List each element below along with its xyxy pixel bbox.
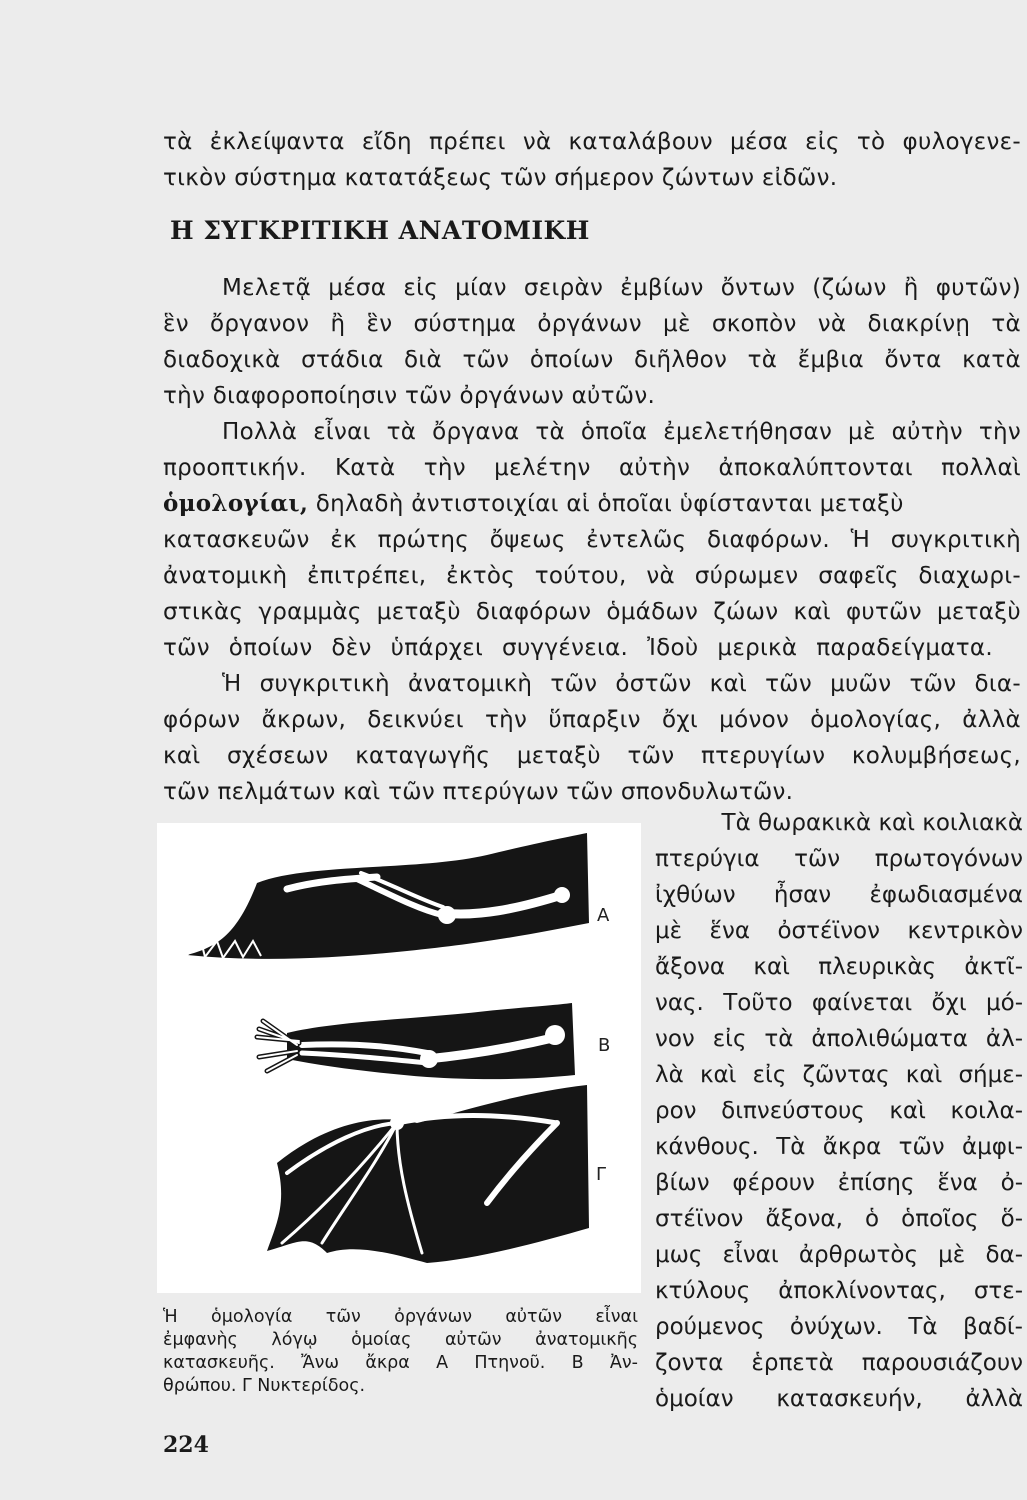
- human-arm-drawing: [257, 1003, 575, 1079]
- right-col-line-9: ρον διπνεύστους καὶ κοιλα-: [655, 1098, 1023, 1124]
- caption-line-1: Ἡ ὁμολογία τῶν ὀργάνων αὐτῶν εἶναι: [163, 1307, 638, 1327]
- limb-homology-figure: [157, 823, 641, 1293]
- para3-line-4: τῶν πελμάτων καὶ τῶν πτερύγων τῶν σπονδυλωτῶν.: [163, 779, 794, 805]
- para2-line-3: [163, 486, 1021, 522]
- figure-label-b: B: [598, 1035, 611, 1056]
- right-col-line-13: μως εἶναι ἀρθρωτὸς μὲ δα-: [655, 1242, 1023, 1268]
- right-col-line-2: πτερύγια τῶν πρωτογόνων: [655, 846, 1023, 872]
- bat-wing-drawing: [267, 1085, 589, 1263]
- right-col-line-8: λὰ καὶ εἰς ζῶντας καὶ σήμε-: [655, 1062, 1023, 1088]
- right-col-line-16: ζοντα ἑρπετὰ παρουσιάζουν: [655, 1350, 1023, 1376]
- intro-line-1: τὰ ἐκλείψαντα εἴδη πρέπει νὰ καταλάβουν μέσα εἰς τὸ φυλογενε-: [163, 129, 1021, 155]
- right-col-line-4: μὲ ἕνα ὀστέϊνον κεντρικὸν: [655, 918, 1023, 944]
- bird-wing-drawing: [187, 833, 589, 959]
- para2-line-7: τῶν ὁποίων δὲν ὑπάρχει συγγένεια. Ἰδοὺ μερικὰ παραδείγματα.: [163, 635, 993, 661]
- para1-line-2: ἓν ὄργανον ἢ ἓν σύστημα ὀργάνων μὲ σκοπὸν νὰ διακρίνῃ τὰ: [163, 311, 1021, 337]
- figure-label-a: A: [597, 905, 610, 926]
- page-number: 224: [163, 1432, 209, 1458]
- para2-line-5: ἀνατομικὴ ἐπιτρέπει, ἐκτὸς τούτου, νὰ σύρωμεν σαφεῖς διαχωρι-: [163, 563, 1021, 589]
- para2-line-2: προοπτικήν. Κατὰ τὴν μελέτην αὐτὴν ἀποκαλύπτονται πολλαὶ: [163, 455, 1021, 481]
- para2-line-6: στικὰς γραμμὰς μεταξὺ διαφόρων ὁμάδων ζώων καὶ φυτῶν μεταξὺ: [163, 599, 1021, 625]
- homology-term: ὁμολογίαι,: [163, 490, 309, 517]
- caption-line-4: θρώπου. Γ Νυκτερίδος.: [163, 1376, 366, 1396]
- para3-line-2: φόρων ἄκρων, δεικνύει τὴν ὕπαρξιν ὄχι μόνον ὁμολογίας, ἀλλὰ: [163, 707, 1021, 733]
- right-col-line-5: ἄξονα καὶ πλευρικὰς ἀκτῖ-: [655, 954, 1023, 980]
- para1-line-1: Μελετᾷ μέσα εἰς μίαν σειρὰν ἐμβίων ὄντων (ζώων ἢ φυτῶν): [222, 275, 1021, 301]
- right-col-line-12: στέϊνον ἄξονα, ὁ ὁποῖος ὅ-: [655, 1206, 1023, 1232]
- para2-line-3-rest: δηλαδὴ ἀντιστοιχίαι αἱ ὁποῖαι ὑφίστανται μεταξὺ: [308, 491, 904, 517]
- para3-line-3: καὶ σχέσεων καταγωγῆς μεταξὺ τῶν πτερυγίων κολυμβήσεως,: [163, 743, 1021, 769]
- caption-line-2: ἐμφανὴς λόγῳ ὁμοίας αὐτῶν ἀνατομικῆς: [163, 1330, 638, 1350]
- right-col-line-10: κάνθους. Τὰ ἄκρα τῶν ἀμφι-: [655, 1134, 1023, 1160]
- para2-line-1: Πολλὰ εἶναι τὰ ὄργανα τὰ ὁποῖα ἐμελετήθησαν μὲ αὐτὴν τὴν: [222, 419, 1021, 445]
- right-col-line-6: νας. Τοῦτο φαίνεται ὄχι μό-: [655, 990, 1023, 1016]
- right-col-line-17: ὁμοίαν κατασκευήν, ἀλλὰ: [655, 1386, 1023, 1412]
- para2-line-4: κατασκευῶν ἐκ πρώτης ὄψεως ἐντελῶς διαφόρων. Ἡ συγκριτικὴ: [163, 527, 1021, 553]
- right-col-line-15: ρούμενος ὀνύχων. Τὰ βαδί-: [655, 1314, 1023, 1340]
- limb-illustration: [157, 823, 641, 1293]
- right-col-line-1: Τὰ θωρακικὰ καὶ κοιλιακὰ: [721, 810, 1023, 836]
- intro-line-2: τικὸν σύστημα κατατάξεως τῶν σήμερον ζώντων εἰδῶν.: [163, 165, 838, 191]
- para3-line-1: Ἡ συγκριτικὴ ἀνατομικὴ τῶν ὀστῶν καὶ τῶν μυῶν τῶν δια-: [222, 671, 1021, 697]
- right-col-line-11: βίων φέρουν ἐπίσης ἕνα ὀ-: [655, 1170, 1023, 1196]
- para1-line-4: τὴν διαφοροποίησιν τῶν ὀργάνων αὐτῶν.: [163, 383, 656, 409]
- para1-line-3: διαδοχικὰ στάδια διὰ τῶν ὁποίων διῆλθον τὰ ἔμβια ὄντα κατὰ: [163, 347, 1021, 373]
- right-col-line-3: ἰχθύων ἦσαν ἐφωδιασμένα: [655, 882, 1023, 908]
- right-col-line-14: κτύλους ἀποκλίνοντας, στε-: [655, 1278, 1023, 1304]
- section-heading: Η ΣΥΓΚΡΙΤΙΚΗ ΑΝΑΤΟΜΙΚΗ: [170, 216, 590, 245]
- caption-line-3: κατασκευῆς. Ἄνω ἄκρα Α Πτηνοῦ. Β Ἀν-: [163, 1353, 638, 1373]
- right-col-line-7: νον εἰς τὰ ἀπολιθώματα ἀλ-: [655, 1026, 1023, 1052]
- figure-label-g: Γ: [596, 1164, 607, 1185]
